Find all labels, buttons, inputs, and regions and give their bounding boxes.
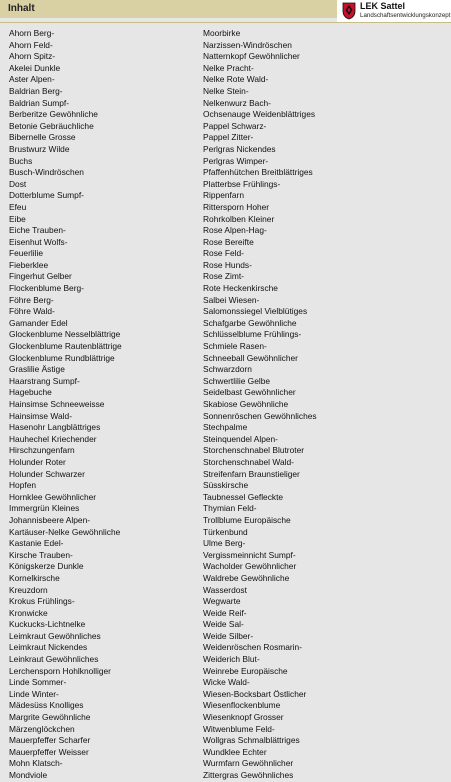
plant-list-item: Weiderich Blut-	[203, 654, 260, 665]
plant-list-item: Trollblume Europäische	[203, 514, 291, 525]
plant-list-item: Flockenblume Berg-	[9, 283, 84, 294]
plant-list-item: Betonie Gebräuchliche	[9, 120, 94, 131]
plant-list-item: Salbei Wiesen-	[203, 294, 260, 305]
plant-list-item: Rote Heckenkirsche	[203, 283, 278, 294]
plant-list-item: Dost	[9, 178, 27, 189]
plant-list-item: Hirschzungenfarn	[9, 445, 75, 456]
logo	[337, 0, 451, 23]
plant-list-item: Türkenbund	[203, 526, 248, 537]
plant-list-item: Perlgras Wimper-	[203, 155, 269, 166]
plant-list-item: Moorbirke	[203, 28, 241, 38]
logo-name: LEK Sattel	[360, 1, 406, 11]
plant-list-item: Lerchensporn Hohlknolliger	[9, 665, 111, 676]
plant-list-item: Bibernelle Grosse	[9, 132, 76, 143]
plant-list-item: Perlgras Nickendes	[203, 143, 276, 154]
plant-list-item: Leinkraut Gewöhnliches	[9, 654, 99, 665]
plant-list-item: Wicke Wald-	[203, 677, 250, 688]
plant-list-item: Weide Silber-	[203, 630, 254, 641]
plant-list-item: Ahorn Spitz-	[9, 51, 56, 62]
plant-list-item: Weidenröschen Rosmarin-	[203, 642, 302, 653]
plant-list-item: Königskerze Dunkle	[9, 561, 84, 572]
plant-list-item: Schwertlilie Gelbe	[203, 375, 271, 386]
plant-list-item: Wasserdost	[203, 584, 247, 595]
plant-list-item: Föhre Wald-	[9, 306, 55, 317]
plant-list-item: Rohrkolben Kleiner	[203, 213, 275, 224]
plant-list-item: Leimkraut Nickendes	[9, 642, 88, 653]
plant-list-item: Hasenohr Langblättriges	[9, 422, 101, 433]
plant-list-item: Hainsimse Schneeweisse	[9, 399, 105, 409]
plant-list-item: Holunder Schwarzer	[9, 468, 85, 479]
page-title: Inhalt	[8, 3, 35, 14]
plant-list-item: Fieberklee	[9, 259, 49, 270]
plant-list-right	[203, 28, 317, 782]
plant-list-item: Weide Reif-	[203, 607, 247, 618]
plant-list-item: Akelei Dunkle	[9, 62, 61, 73]
plant-list-item: Kirsche Trauben-	[9, 549, 73, 560]
plant-list-item: Salomonssiegel Vielblütiges	[203, 306, 308, 317]
plant-list-item: Wacholder Gewöhnlicher	[203, 561, 297, 572]
plant-list-item: Kronwicke	[9, 607, 48, 618]
plant-list-item: Kastanie Edel-	[9, 538, 64, 549]
plant-list-item: Thymian Feld-	[203, 503, 257, 514]
plant-list-item: Fingerhut Gelber	[9, 271, 72, 282]
plant-list-item: Waldrebe Gewöhnliche	[203, 572, 290, 583]
plant-list-item: Föhre Berg-	[9, 294, 54, 305]
plant-list-item: Ulme Berg-	[203, 538, 246, 549]
plant-list-item: Glockenblume Rundblättrige	[9, 352, 115, 363]
plant-list-item: Rose Hunds-	[203, 259, 252, 270]
plant-list-item: Eiche Trauben-	[9, 225, 66, 236]
plant-list-item: Platterbse Frühlings-	[203, 178, 281, 189]
plant-list-item: Margrite Gewöhnliche	[9, 712, 91, 723]
plant-list-item: Nelke Rote Wald-	[203, 74, 269, 85]
plant-list-item: Schneeball Gewöhnlicher	[203, 352, 298, 363]
plant-list-item: Mondviole	[9, 770, 48, 780]
plant-list-item: Weide Sal-	[203, 619, 244, 630]
plant-list-item: Wiesen-Bocksbart Östlicher	[203, 688, 307, 699]
plant-list-item: Nelke Stein-	[203, 85, 249, 96]
plant-list-item: Schlüsselblume Frühlings-	[203, 329, 302, 340]
plant-list-item: Zittergras Gewöhnliches	[203, 770, 294, 780]
plant-list-item: Weinrebe Europäische	[203, 665, 288, 676]
plant-list-item: Mauerpfeffer Scharfer	[9, 735, 91, 746]
plant-list-left	[9, 28, 122, 782]
plant-list-item: Linde Sommer-	[9, 677, 67, 688]
plant-list-item: Eisenhut Wolfs-	[9, 236, 68, 247]
plant-list-item: Witwenblume Feld-	[203, 723, 275, 734]
plant-list-item: Steinquendel Alpen-	[203, 433, 278, 444]
header-divider	[0, 22, 451, 23]
plant-list-item: Pappel Schwarz-	[203, 120, 267, 131]
plant-list-item: Linde Winter-	[9, 688, 59, 699]
plant-list-item: Rittersporn Hoher	[203, 201, 270, 212]
plant-list-item: Buchs	[9, 155, 33, 166]
plant-list-item: Kartäuser-Nelke Gewöhnliche	[9, 526, 121, 537]
plant-list-item: Stechpalme	[203, 422, 248, 433]
plant-list-item: Mauerpfeffer Weisser	[9, 746, 89, 757]
plant-list-item: Hainsimse Wald-	[9, 410, 72, 421]
plant-list-item: Natternkopf Gewöhnlicher	[203, 51, 300, 62]
plant-list-item: Nelkenwurz Bach-	[203, 97, 271, 108]
plant-list-item: Mädesüss Knolliges	[9, 700, 84, 711]
plant-list-item: Busch-Windröschen	[9, 167, 84, 178]
plant-list-item: Nelke Pracht-	[203, 62, 254, 73]
plant-list-item: Hornklee Gewöhnlicher	[9, 491, 97, 502]
plant-list-item: Hauhechel Kriechender	[9, 433, 97, 444]
plant-list-item: Graslilie Ästige	[9, 364, 65, 375]
plant-list-item: Skabiose Gewöhnliche	[203, 399, 289, 409]
plant-list-item: Schmiele Rasen-	[203, 341, 267, 352]
plant-list-item: Vergissmeinnicht Sumpf-	[203, 549, 296, 560]
plant-list-item: Wiesenflockenblume	[203, 700, 281, 711]
plant-list-item: Wiesenknopf Grosser	[203, 712, 284, 723]
plant-list-item: Holunder Roter	[9, 456, 66, 467]
plant-list-item: Eibe	[9, 213, 26, 224]
plant-list-item: Efeu	[9, 201, 27, 212]
plant-list-item: Leimkraut Gewöhnliches	[9, 630, 101, 641]
plant-list-item: Glockenblume Rautenblättrige	[9, 341, 122, 352]
plant-list-item: Wegwarte	[203, 596, 241, 607]
plant-list-item: Mohn Klatsch-	[9, 758, 63, 769]
plant-list-item: Glockenblume Nesselblättrige	[9, 329, 121, 340]
plant-list-item: Ahorn Feld-	[9, 39, 53, 50]
plant-list-item: Dotterblume Sumpf-	[9, 190, 84, 201]
plant-list-item: Brustwurz Wilde	[9, 143, 70, 154]
plant-list-item: Krokus Frühlings-	[9, 596, 75, 607]
plant-list-item: Wollgras Schmalblättriges	[203, 735, 300, 746]
plant-list-item: Rose Zimt-	[203, 271, 244, 282]
plant-list-item: Sonnenröschen Gewöhnliches	[203, 410, 317, 421]
plant-list-item: Ahorn Berg-	[9, 28, 55, 38]
plant-list-item: Pfaffenhütchen Breitblättriges	[203, 167, 313, 178]
plant-list-item: Rose Alpen-Hag-	[203, 225, 267, 236]
plant-list-item: Süsskirsche	[203, 480, 249, 491]
plant-list-item: Wurmfarn Gewöhnlicher	[203, 758, 294, 769]
plant-list-item: Kuckucks-Lichtnelke	[9, 619, 86, 630]
plant-list-item: Rose Bereifte	[203, 236, 254, 247]
plant-list-item: Berberitze Gewöhnliche	[9, 109, 98, 120]
logo-subtitle: Landschaftsentwicklungskonzept	[360, 12, 451, 19]
plant-list-item: Schafgarbe Gewöhnliche	[203, 317, 297, 328]
plant-list-item: Schwarzdorn	[203, 364, 252, 375]
plant-list-item: Rose Feld-	[203, 248, 244, 259]
plant-list-item: Märzenglöckchen	[9, 723, 75, 734]
plant-list-item: Immergrün Kleines	[9, 503, 80, 514]
coat-of-arms-icon	[342, 2, 356, 20]
plant-list-item: Kreuzdorn	[9, 584, 48, 595]
plant-list-item: Kornelkirsche	[9, 572, 60, 583]
plant-list-item: Seidelbast Gewöhnlicher	[203, 387, 296, 398]
plant-list-item: Aster Alpen-	[9, 74, 55, 85]
plant-list-item: Taubnessel Gefleckte	[203, 491, 284, 502]
plant-list-item: Hagebuche	[9, 387, 52, 398]
plant-list-item: Baldrian Sumpf-	[9, 97, 70, 108]
plant-list-item: Storchenschnabel Wald-	[203, 456, 294, 467]
plant-list-item: Wundklee Echter	[203, 746, 267, 757]
plant-list-item: Feuerlilie	[9, 248, 43, 259]
plant-list-item: Johannisbeere Alpen-	[9, 514, 91, 525]
plant-list-item: Pappel Zitter-	[203, 132, 254, 143]
plant-list-item: Ochsenauge Weidenblättriges	[203, 109, 316, 120]
plant-list-item: Storchenschnabel Blutroter	[203, 445, 305, 456]
plant-list-item: Narzissen-Windröschen	[203, 39, 292, 50]
plant-list-item: Gamander Edel	[9, 317, 68, 328]
plant-list-item: Streifenfarn Braunstieliger	[203, 468, 300, 479]
plant-list-item: Hopfen	[9, 480, 37, 491]
plant-list-item: Baldrian Berg-	[9, 85, 63, 96]
plant-list-item: Rippenfarn	[203, 190, 244, 201]
plant-list-item: Haarstrang Sumpf-	[9, 375, 80, 386]
